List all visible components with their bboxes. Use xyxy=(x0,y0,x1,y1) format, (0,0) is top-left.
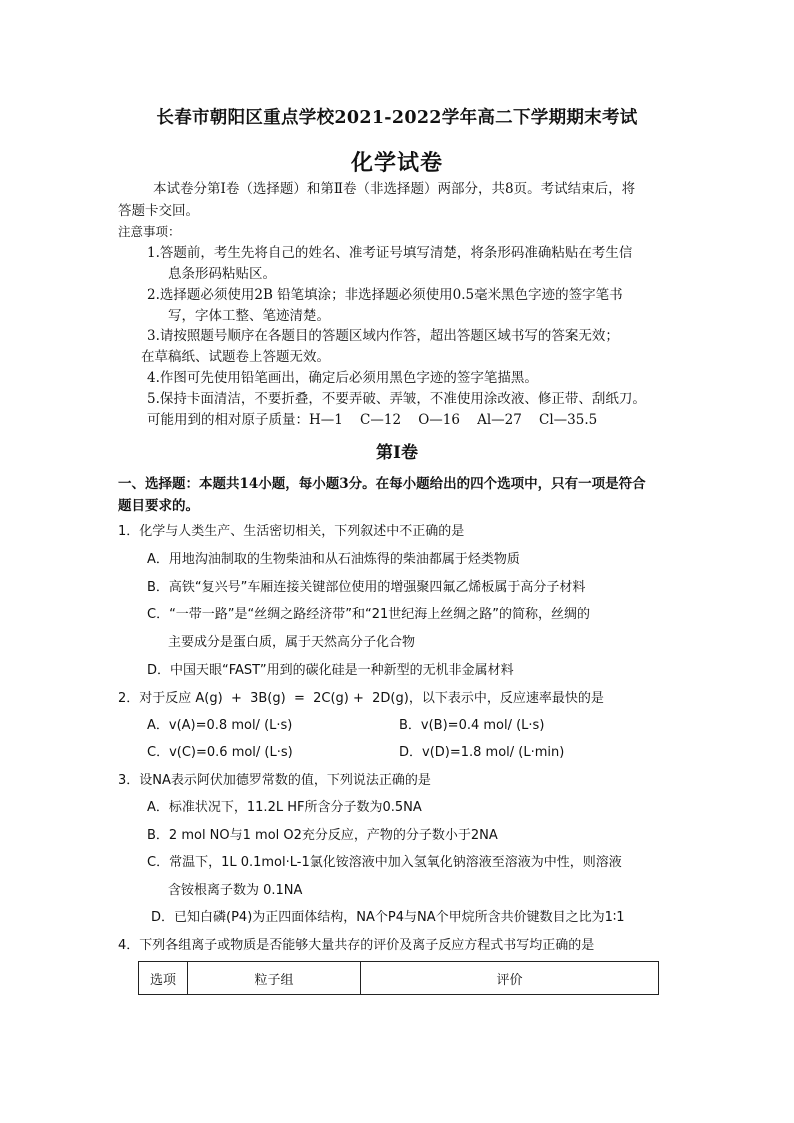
q1-option-b: B．高铁“复兴号”车厢连接关键部位使用的增强聚四氟乙烯板属于高分子材料 xyxy=(147,580,586,595)
q3-option-c-line-2: 含铵根离子数为 0.1NA xyxy=(168,883,303,898)
note-1b: 息条形码粘贴区。 xyxy=(168,266,276,282)
exam-title: 长春市朝阳区重点学校2021-2022学年高二下学期期末考试 xyxy=(156,108,638,128)
q4-table xyxy=(138,961,659,995)
atomic-masses: 可能用到的相对原子质量：H—1 C—12 O—16 Al—27 Cl—35.5 xyxy=(147,412,598,428)
note-3a: 3.请按照题号顺序在各题目的答题区域内作答，超出答题区域书写的答案无效； xyxy=(147,328,619,344)
q1-option-a: A．用地沟油制取的生物柴油和从石油炼得的柴油都属于烃类物质 xyxy=(147,552,520,567)
note-4: 4.作图可先使用铅笔画出，确定后必须用黑色字迹的签字笔描黑。 xyxy=(147,370,538,386)
q3-option-c-line-1: C．常温下，1L 0.1mol·L-1氯化铵溶液中加入氢氧化钠溶液至溶液为中性，则溶液 xyxy=(147,855,622,870)
section-instruction-2: 题目要求的。 xyxy=(118,498,199,514)
q3-option-a: A．标准状况下，11.2L HF所含分子数为0.5NA xyxy=(147,800,422,815)
q4-stem: 4．下列各组离子或物质是否能够大量共存的评价及离子反应方程式书写均正确的是 xyxy=(118,938,595,953)
header-option: 选项 xyxy=(139,962,188,995)
notes-heading: 注意事项： xyxy=(118,224,181,239)
q2-option-a: A．v(A)=0.8 mol/ (L·s) xyxy=(147,718,293,733)
q2-option-b: B．v(B)=0.4 mol/ (L·s) xyxy=(399,718,545,733)
intro-line-2: 答题卡交回。 xyxy=(118,203,199,219)
header-particles: 粒子组 xyxy=(188,962,361,995)
note-5: 5.保持卡面清洁，不要折叠，不要弄破、弄皱，不准使用涂改液、修正带、刮纸刀。 xyxy=(147,391,646,407)
table-header-row xyxy=(139,962,659,995)
note-3b: 在草稿纸、试题卷上答题无效。 xyxy=(141,349,330,365)
header-evaluation: 评价 xyxy=(361,962,659,995)
note-1a: 1.答题前，考生先将自己的姓名、准考证号填写清楚，将条形码准确粘贴在考生信 xyxy=(147,245,633,261)
q1-option-c-line-2: 主要成分是蛋白质，属于天然高分子化合物 xyxy=(168,635,416,650)
q1-option-c-line-1: C．“一带一路”是“丝绸之路经济带”和“21世纪海上丝绸之路”的简称，丝绸的 xyxy=(147,607,591,622)
subject-title: 化学试卷 xyxy=(350,150,443,176)
note-2a: 2.选择题必须使用2B 铅笔填涂；非选择题必须使用0.5毫米黑色字迹的签字笔书 xyxy=(147,287,623,303)
q2-stem: 2．对于反应 A(g) + 3B(g) = 2C(g) + 2D(g)，以下表示中，反应速率最快的是 xyxy=(118,691,604,706)
intro-line-1: 本试卷分第Ⅰ卷（选择题）和第Ⅱ卷（非选择题）两部分，共8页。考试结束后，将 xyxy=(153,181,636,197)
q1-stem: 1．化学与人类生产、生活密切相关，下列叙述中不正确的是 xyxy=(118,524,465,539)
section-instruction-1: 一、选择题：本题共14小题，每小题3分。在每小题给出的四个选项中，只有一项是符合 xyxy=(118,476,646,492)
note-2b: 写，字体工整、笔迹清楚。 xyxy=(168,308,330,324)
q2-option-c: C．v(C)=0.6 mol/ (L·s) xyxy=(147,745,293,760)
q1-option-d: D．中国天眼“FAST”用到的碳化硅是一种新型的无机非金属材料 xyxy=(147,663,514,678)
q2-option-d: D．v(D)=1.8 mol/ (L·min) xyxy=(399,745,565,760)
q3-option-d: D．已知白磷(P4)为正四面体结构，NA个P4与NA个甲烷所含共价键数目之比为1∶1 xyxy=(151,910,625,925)
q3-stem: 3．设NA表示阿伏加德罗常数的值，下列说法正确的是 xyxy=(118,773,431,788)
section-title: 第Ⅰ卷 xyxy=(376,443,418,463)
q3-option-b: B．2 mol NO与1 mol O2充分反应，产物的分子数小于2NA xyxy=(147,828,498,843)
